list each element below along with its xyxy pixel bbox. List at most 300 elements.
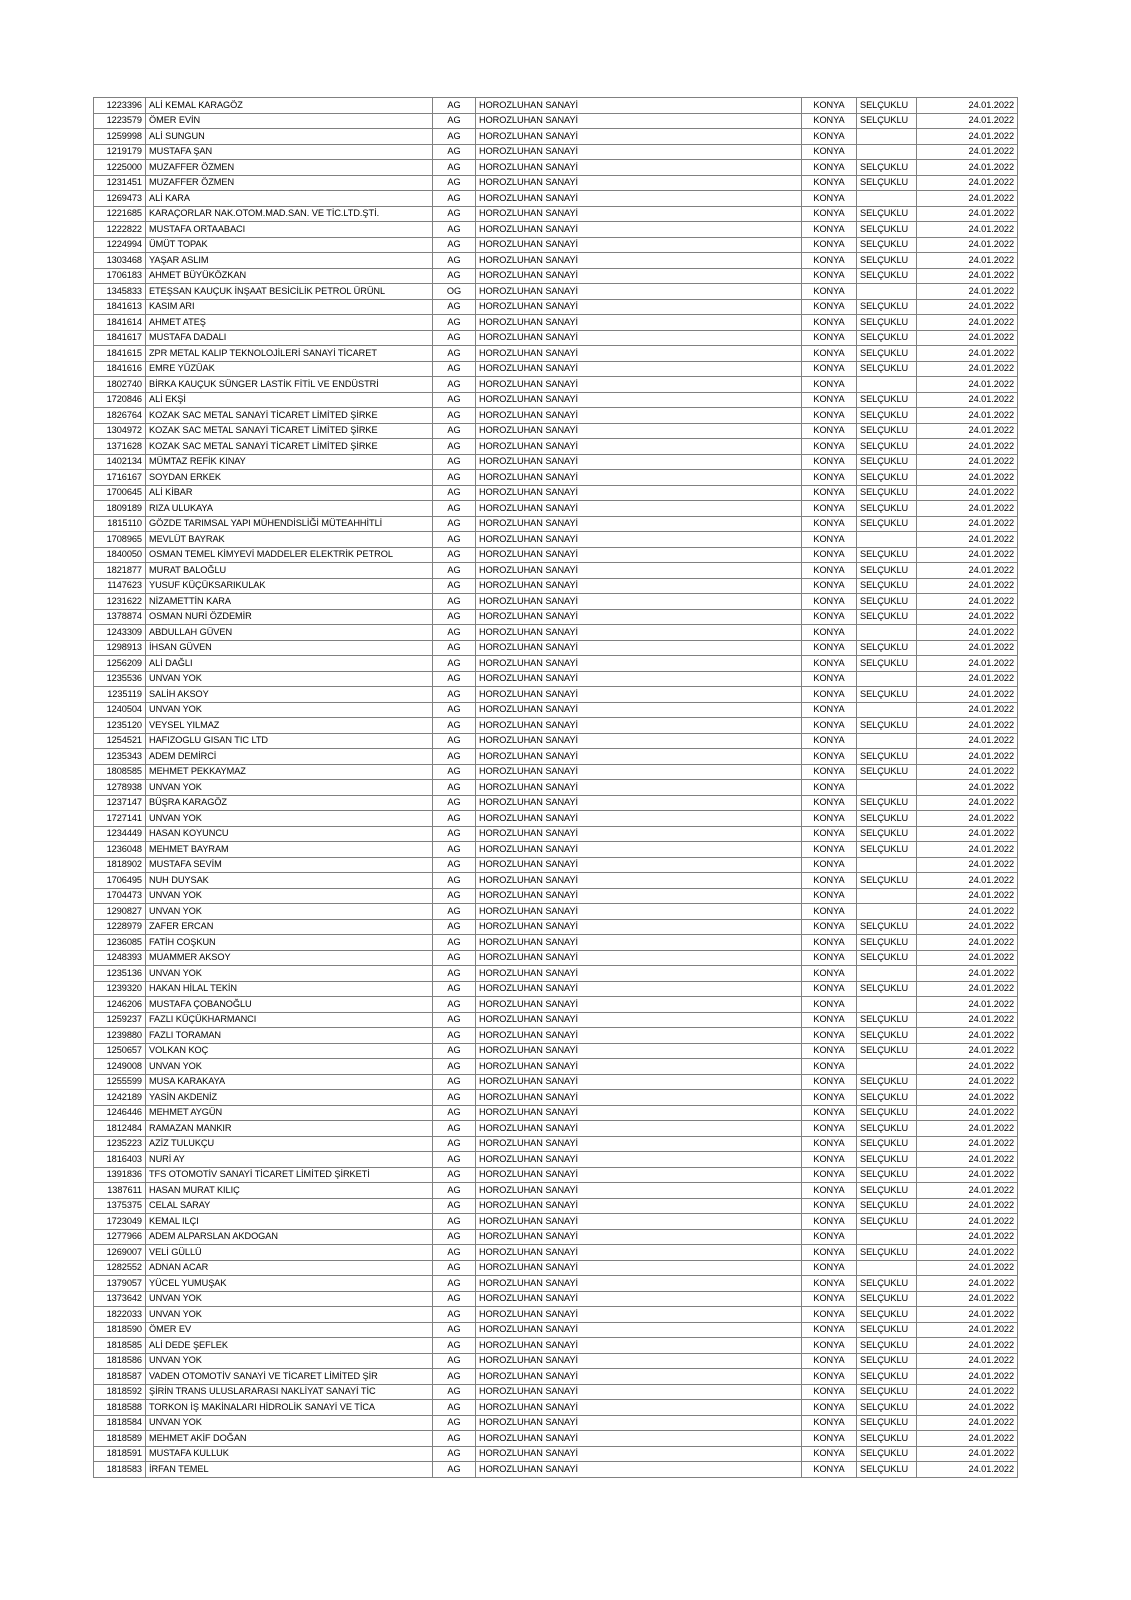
cell-province: KONYA [802, 857, 857, 873]
cell-subscriber-name: SOYDAN ERKEK [146, 470, 433, 486]
cell-subscriber-name: HAFIZOGLU GISAN TIC LTD [146, 733, 433, 749]
cell-date: 24.01.2022 [917, 377, 1018, 393]
cell-facility-name: HOROZLUHAN SANAYİ [476, 1260, 802, 1276]
cell-subscriber-name: FAZLI KÜÇÜKHARMANCI [146, 1012, 433, 1028]
cell-subscriber-id: 1254521 [94, 733, 146, 749]
cell-voltage-type: AG [433, 439, 476, 455]
cell-facility-name: HOROZLUHAN SANAYİ [476, 578, 802, 594]
cell-district: SELÇUKLU [857, 1245, 917, 1261]
cell-province: KONYA [802, 981, 857, 997]
cell-date: 24.01.2022 [917, 284, 1018, 300]
cell-facility-name: HOROZLUHAN SANAYİ [476, 795, 802, 811]
cell-subscriber-name: ÖMER EVİN [146, 113, 433, 129]
cell-facility-name: HOROZLUHAN SANAYİ [476, 237, 802, 253]
cell-subscriber-name: MEHMET AYGÜN [146, 1105, 433, 1121]
table-row [94, 547, 1018, 563]
cell-voltage-type: AG [433, 981, 476, 997]
cell-province: KONYA [802, 1136, 857, 1152]
cell-subscriber-id: 1269473 [94, 191, 146, 207]
cell-facility-name: HOROZLUHAN SANAYİ [476, 1291, 802, 1307]
cell-subscriber-id: 1708965 [94, 532, 146, 548]
cell-voltage-type: AG [433, 935, 476, 951]
cell-voltage-type: AG [433, 330, 476, 346]
cell-date: 24.01.2022 [917, 578, 1018, 594]
cell-voltage-type: AG [433, 144, 476, 160]
cell-voltage-type: AG [433, 1431, 476, 1447]
cell-date: 24.01.2022 [917, 501, 1018, 517]
cell-facility-name: HOROZLUHAN SANAYİ [476, 1183, 802, 1199]
cell-subscriber-name: UNVAN YOK [146, 702, 433, 718]
cell-province: KONYA [802, 144, 857, 160]
cell-subscriber-id: 1231622 [94, 594, 146, 610]
cell-subscriber-name: HASAN MURAT KILIÇ [146, 1183, 433, 1199]
cell-subscriber-id: 1378874 [94, 609, 146, 625]
cell-province: KONYA [802, 966, 857, 982]
cell-subscriber-name: UNVAN YOK [146, 888, 433, 904]
cell-date: 24.01.2022 [917, 981, 1018, 997]
cell-province: KONYA [802, 175, 857, 191]
cell-voltage-type: AG [433, 299, 476, 315]
cell-voltage-type: AG [433, 1260, 476, 1276]
cell-subscriber-name: ALİ DEDE ŞEFLEK [146, 1338, 433, 1354]
cell-subscriber-id: 1277966 [94, 1229, 146, 1245]
cell-subscriber-name: NUH DUYSAK [146, 873, 433, 889]
cell-facility-name: HOROZLUHAN SANAYİ [476, 950, 802, 966]
cell-district: SELÇUKLU [857, 1028, 917, 1044]
cell-province: KONYA [802, 1384, 857, 1400]
cell-voltage-type: AG [433, 795, 476, 811]
cell-date: 24.01.2022 [917, 408, 1018, 424]
cell-province: KONYA [802, 563, 857, 579]
cell-subscriber-id: 1225000 [94, 160, 146, 176]
table-row [94, 1229, 1018, 1245]
cell-subscriber-name: UNVAN YOK [146, 780, 433, 796]
table-row [94, 1400, 1018, 1416]
cell-subscriber-id: 1234449 [94, 826, 146, 842]
cell-voltage-type: AG [433, 1369, 476, 1385]
cell-province: KONYA [802, 547, 857, 563]
cell-subscriber-id: 1818583 [94, 1462, 146, 1478]
cell-province: KONYA [802, 997, 857, 1013]
cell-district: SELÇUKLU [857, 935, 917, 951]
cell-province: KONYA [802, 361, 857, 377]
cell-voltage-type: AG [433, 160, 476, 176]
cell-facility-name: HOROZLUHAN SANAYİ [476, 144, 802, 160]
cell-voltage-type: AG [433, 1152, 476, 1168]
cell-facility-name: HOROZLUHAN SANAYİ [476, 1136, 802, 1152]
cell-district [857, 702, 917, 718]
cell-subscriber-name: YUSUF KÜÇÜKSARIKULAK [146, 578, 433, 594]
cell-voltage-type: AG [433, 361, 476, 377]
cell-district: SELÇUKLU [857, 811, 917, 827]
cell-district: SELÇUKLU [857, 423, 917, 439]
cell-district: SELÇUKLU [857, 1105, 917, 1121]
cell-date: 24.01.2022 [917, 1384, 1018, 1400]
cell-province: KONYA [802, 904, 857, 920]
cell-subscriber-name: ZPR METAL KALIP TEKNOLOJİLERİ SANAYİ TİCARET [146, 346, 433, 362]
cell-facility-name: HOROZLUHAN SANAYİ [476, 501, 802, 517]
cell-facility-name: HOROZLUHAN SANAYİ [476, 1338, 802, 1354]
cell-date: 24.01.2022 [917, 1198, 1018, 1214]
cell-district: SELÇUKLU [857, 237, 917, 253]
cell-province: KONYA [802, 377, 857, 393]
cell-subscriber-id: 1249008 [94, 1059, 146, 1075]
cell-province: KONYA [802, 609, 857, 625]
cell-province: KONYA [802, 733, 857, 749]
cell-facility-name: HOROZLUHAN SANAYİ [476, 811, 802, 827]
cell-subscriber-id: 1235343 [94, 749, 146, 765]
cell-subscriber-id: 1246206 [94, 997, 146, 1013]
cell-date: 24.01.2022 [917, 222, 1018, 238]
cell-province: KONYA [802, 1167, 857, 1183]
cell-date: 24.01.2022 [917, 857, 1018, 873]
cell-subscriber-name: MUSTAFA DADALI [146, 330, 433, 346]
cell-facility-name: HOROZLUHAN SANAYİ [476, 888, 802, 904]
table-container [93, 97, 1017, 1478]
cell-facility-name: HOROZLUHAN SANAYİ [476, 299, 802, 315]
cell-subscriber-id: 1373642 [94, 1291, 146, 1307]
table-row [94, 764, 1018, 780]
cell-date: 24.01.2022 [917, 129, 1018, 145]
cell-facility-name: HOROZLUHAN SANAYİ [476, 563, 802, 579]
table-row [94, 950, 1018, 966]
cell-province: KONYA [802, 532, 857, 548]
cell-voltage-type: AG [433, 1400, 476, 1416]
table-row [94, 1307, 1018, 1323]
cell-date: 24.01.2022 [917, 594, 1018, 610]
cell-district: SELÇUKLU [857, 842, 917, 858]
cell-facility-name: HOROZLUHAN SANAYİ [476, 1167, 802, 1183]
cell-province: KONYA [802, 671, 857, 687]
cell-subscriber-id: 1298913 [94, 640, 146, 656]
cell-subscriber-name: ALİ KEMAL KARAGÖZ [146, 98, 433, 114]
table-row [94, 113, 1018, 129]
cell-subscriber-id: 1706183 [94, 268, 146, 284]
cell-subscriber-name: UNVAN YOK [146, 811, 433, 827]
cell-voltage-type: AG [433, 1415, 476, 1431]
cell-facility-name: HOROZLUHAN SANAYİ [476, 1462, 802, 1478]
cell-date: 24.01.2022 [917, 997, 1018, 1013]
cell-voltage-type: AG [433, 671, 476, 687]
cell-voltage-type: AG [433, 904, 476, 920]
cell-province: KONYA [802, 330, 857, 346]
cell-facility-name: HOROZLUHAN SANAYİ [476, 919, 802, 935]
cell-voltage-type: AG [433, 315, 476, 331]
cell-district [857, 888, 917, 904]
cell-voltage-type: AG [433, 1229, 476, 1245]
cell-subscriber-id: 1816403 [94, 1152, 146, 1168]
table-row [94, 408, 1018, 424]
cell-subscriber-name: MÜMTAZ REFİK KINAY [146, 454, 433, 470]
cell-date: 24.01.2022 [917, 1229, 1018, 1245]
table-row [94, 129, 1018, 145]
cell-province: KONYA [802, 1121, 857, 1137]
cell-voltage-type: AG [433, 175, 476, 191]
cell-subscriber-name: MUSTAFA ŞAN [146, 144, 433, 160]
cell-date: 24.01.2022 [917, 1431, 1018, 1447]
cell-district: SELÇUKLU [857, 826, 917, 842]
cell-subscriber-name: ADNAN ACAR [146, 1260, 433, 1276]
cell-province: KONYA [802, 1183, 857, 1199]
cell-date: 24.01.2022 [917, 1446, 1018, 1462]
cell-voltage-type: AG [433, 857, 476, 873]
cell-province: KONYA [802, 780, 857, 796]
cell-date: 24.01.2022 [917, 687, 1018, 703]
cell-date: 24.01.2022 [917, 1136, 1018, 1152]
cell-date: 24.01.2022 [917, 361, 1018, 377]
cell-subscriber-name: ŞİRİN TRANS ULUSLARARASI NAKLİYAT SANAYİ TİC [146, 1384, 433, 1400]
cell-district: SELÇUKLU [857, 656, 917, 672]
cell-voltage-type: AG [433, 1136, 476, 1152]
cell-province: KONYA [802, 1043, 857, 1059]
cell-subscriber-id: 1379057 [94, 1276, 146, 1292]
cell-district: SELÇUKLU [857, 563, 917, 579]
cell-subscriber-name: ÜMÜT TOPAK [146, 237, 433, 253]
cell-voltage-type: AG [433, 609, 476, 625]
table-row [94, 206, 1018, 222]
cell-province: KONYA [802, 346, 857, 362]
cell-voltage-type: AG [433, 702, 476, 718]
cell-date: 24.01.2022 [917, 299, 1018, 315]
cell-district: SELÇUKLU [857, 1198, 917, 1214]
cell-date: 24.01.2022 [917, 702, 1018, 718]
cell-district: SELÇUKLU [857, 330, 917, 346]
cell-voltage-type: AG [433, 780, 476, 796]
cell-subscriber-id: 1723049 [94, 1214, 146, 1230]
cell-date: 24.01.2022 [917, 253, 1018, 269]
cell-date: 24.01.2022 [917, 268, 1018, 284]
cell-province: KONYA [802, 640, 857, 656]
table-body [94, 98, 1018, 1478]
cell-voltage-type: AG [433, 1353, 476, 1369]
cell-facility-name: HOROZLUHAN SANAYİ [476, 935, 802, 951]
cell-district: SELÇUKLU [857, 392, 917, 408]
cell-subscriber-name: KEMAL ILÇI [146, 1214, 433, 1230]
cell-voltage-type: AG [433, 268, 476, 284]
cell-subscriber-name: UNVAN YOK [146, 1415, 433, 1431]
cell-facility-name: HOROZLUHAN SANAYİ [476, 191, 802, 207]
cell-voltage-type: AG [433, 718, 476, 734]
table-row [94, 578, 1018, 594]
cell-subscriber-id: 1223396 [94, 98, 146, 114]
cell-voltage-type: AG [433, 532, 476, 548]
cell-facility-name: HOROZLUHAN SANAYİ [476, 764, 802, 780]
cell-date: 24.01.2022 [917, 516, 1018, 532]
cell-subscriber-id: 1818587 [94, 1369, 146, 1385]
cell-district: SELÇUKLU [857, 1214, 917, 1230]
table-row [94, 1214, 1018, 1230]
cell-subscriber-name: KOZAK SAC METAL SANAYİ TİCARET LİMİTED ŞİRKE [146, 408, 433, 424]
cell-subscriber-name: UNVAN YOK [146, 966, 433, 982]
cell-voltage-type: AG [433, 191, 476, 207]
cell-facility-name: HOROZLUHAN SANAYİ [476, 206, 802, 222]
table-row [94, 873, 1018, 889]
cell-facility-name: HOROZLUHAN SANAYİ [476, 594, 802, 610]
cell-voltage-type: AG [433, 764, 476, 780]
cell-voltage-type: AG [433, 888, 476, 904]
cell-district: SELÇUKLU [857, 1090, 917, 1106]
cell-province: KONYA [802, 1369, 857, 1385]
cell-voltage-type: AG [433, 392, 476, 408]
cell-subscriber-name: ABDULLAH GÜVEN [146, 625, 433, 641]
table-row [94, 826, 1018, 842]
cell-voltage-type: AG [433, 594, 476, 610]
cell-date: 24.01.2022 [917, 842, 1018, 858]
cell-date: 24.01.2022 [917, 330, 1018, 346]
cell-date: 24.01.2022 [917, 1167, 1018, 1183]
table-row [94, 346, 1018, 362]
cell-subscriber-id: 1237147 [94, 795, 146, 811]
cell-subscriber-id: 1259998 [94, 129, 146, 145]
cell-district: SELÇUKLU [857, 485, 917, 501]
cell-date: 24.01.2022 [917, 1353, 1018, 1369]
cell-district: SELÇUKLU [857, 749, 917, 765]
cell-province: KONYA [802, 1431, 857, 1447]
cell-date: 24.01.2022 [917, 1462, 1018, 1478]
cell-province: KONYA [802, 1291, 857, 1307]
cell-date: 24.01.2022 [917, 733, 1018, 749]
table-row [94, 795, 1018, 811]
table-row [94, 1322, 1018, 1338]
cell-voltage-type: AG [433, 1059, 476, 1075]
cell-facility-name: HOROZLUHAN SANAYİ [476, 129, 802, 145]
table-row [94, 485, 1018, 501]
cell-date: 24.01.2022 [917, 113, 1018, 129]
cell-date: 24.01.2022 [917, 144, 1018, 160]
cell-voltage-type: AG [433, 563, 476, 579]
cell-province: KONYA [802, 222, 857, 238]
table-row [94, 330, 1018, 346]
cell-subscriber-name: MUSTAFA KULLUK [146, 1446, 433, 1462]
cell-subscriber-name: ÖMER EV [146, 1322, 433, 1338]
cell-facility-name: HOROZLUHAN SANAYİ [476, 315, 802, 331]
cell-subscriber-name: ZAFER ERCAN [146, 919, 433, 935]
cell-date: 24.01.2022 [917, 1415, 1018, 1431]
table-row [94, 1260, 1018, 1276]
cell-subscriber-id: 1700645 [94, 485, 146, 501]
table-row [94, 857, 1018, 873]
cell-district: SELÇUKLU [857, 1074, 917, 1090]
cell-voltage-type: AG [433, 687, 476, 703]
cell-date: 24.01.2022 [917, 625, 1018, 641]
cell-voltage-type: AG [433, 873, 476, 889]
cell-date: 24.01.2022 [917, 1105, 1018, 1121]
cell-district [857, 377, 917, 393]
cell-district: SELÇUKLU [857, 1446, 917, 1462]
cell-date: 24.01.2022 [917, 764, 1018, 780]
cell-subscriber-name: MUSA KARAKAYA [146, 1074, 433, 1090]
cell-date: 24.01.2022 [917, 1260, 1018, 1276]
cell-province: KONYA [802, 98, 857, 114]
cell-province: KONYA [802, 1462, 857, 1478]
cell-district: SELÇUKLU [857, 795, 917, 811]
cell-province: KONYA [802, 687, 857, 703]
cell-date: 24.01.2022 [917, 1369, 1018, 1385]
cell-facility-name: HOROZLUHAN SANAYİ [476, 98, 802, 114]
cell-voltage-type: AG [433, 842, 476, 858]
cell-subscriber-id: 1818584 [94, 1415, 146, 1431]
cell-date: 24.01.2022 [917, 191, 1018, 207]
table-row [94, 1167, 1018, 1183]
cell-date: 24.01.2022 [917, 1183, 1018, 1199]
cell-province: KONYA [802, 578, 857, 594]
table-row [94, 191, 1018, 207]
cell-facility-name: HOROZLUHAN SANAYİ [476, 1229, 802, 1245]
cell-province: KONYA [802, 1229, 857, 1245]
cell-date: 24.01.2022 [917, 609, 1018, 625]
table-row [94, 594, 1018, 610]
cell-facility-name: HOROZLUHAN SANAYİ [476, 640, 802, 656]
cell-date: 24.01.2022 [917, 98, 1018, 114]
cell-province: KONYA [802, 702, 857, 718]
table-row [94, 563, 1018, 579]
cell-subscriber-id: 1818586 [94, 1353, 146, 1369]
cell-date: 24.01.2022 [917, 904, 1018, 920]
cell-subscriber-name: EMRE YÜZÜAK [146, 361, 433, 377]
cell-facility-name: HOROZLUHAN SANAYİ [476, 253, 802, 269]
table-row [94, 222, 1018, 238]
cell-subscriber-id: 1809189 [94, 501, 146, 517]
cell-district: SELÇUKLU [857, 547, 917, 563]
cell-date: 24.01.2022 [917, 1028, 1018, 1044]
cell-voltage-type: AG [433, 1121, 476, 1137]
cell-voltage-type: AG [433, 1043, 476, 1059]
cell-facility-name: HOROZLUHAN SANAYİ [476, 1369, 802, 1385]
cell-province: KONYA [802, 826, 857, 842]
cell-district [857, 904, 917, 920]
cell-subscriber-id: 1259237 [94, 1012, 146, 1028]
cell-district: SELÇUKLU [857, 1462, 917, 1478]
cell-facility-name: HOROZLUHAN SANAYİ [476, 1353, 802, 1369]
cell-subscriber-id: 1223579 [94, 113, 146, 129]
cell-date: 24.01.2022 [917, 780, 1018, 796]
cell-facility-name: HOROZLUHAN SANAYİ [476, 377, 802, 393]
cell-province: KONYA [802, 764, 857, 780]
table-row [94, 733, 1018, 749]
cell-date: 24.01.2022 [917, 1307, 1018, 1323]
cell-subscriber-id: 1841615 [94, 346, 146, 362]
cell-district [857, 1260, 917, 1276]
cell-province: KONYA [802, 1276, 857, 1292]
cell-facility-name: HOROZLUHAN SANAYİ [476, 702, 802, 718]
cell-date: 24.01.2022 [917, 826, 1018, 842]
cell-district: SELÇUKLU [857, 470, 917, 486]
cell-subscriber-id: 1235536 [94, 671, 146, 687]
table-row [94, 1183, 1018, 1199]
table-row [94, 904, 1018, 920]
cell-district: SELÇUKLU [857, 361, 917, 377]
cell-subscriber-name: MEHMET PEKKAYMAZ [146, 764, 433, 780]
cell-voltage-type: AG [433, 237, 476, 253]
cell-district: SELÇUKLU [857, 1121, 917, 1137]
table-row [94, 997, 1018, 1013]
table-row [94, 780, 1018, 796]
table-row [94, 1121, 1018, 1137]
cell-district: SELÇUKLU [857, 1338, 917, 1354]
cell-subscriber-id: 1235120 [94, 718, 146, 734]
cell-date: 24.01.2022 [917, 966, 1018, 982]
table-row [94, 439, 1018, 455]
cell-voltage-type: AG [433, 1245, 476, 1261]
cell-province: KONYA [802, 935, 857, 951]
cell-province: KONYA [802, 485, 857, 501]
cell-province: KONYA [802, 1260, 857, 1276]
cell-subscriber-name: İHSAN GÜVEN [146, 640, 433, 656]
cell-subscriber-id: 1290827 [94, 904, 146, 920]
table-row [94, 377, 1018, 393]
cell-date: 24.01.2022 [917, 888, 1018, 904]
table-row [94, 888, 1018, 904]
